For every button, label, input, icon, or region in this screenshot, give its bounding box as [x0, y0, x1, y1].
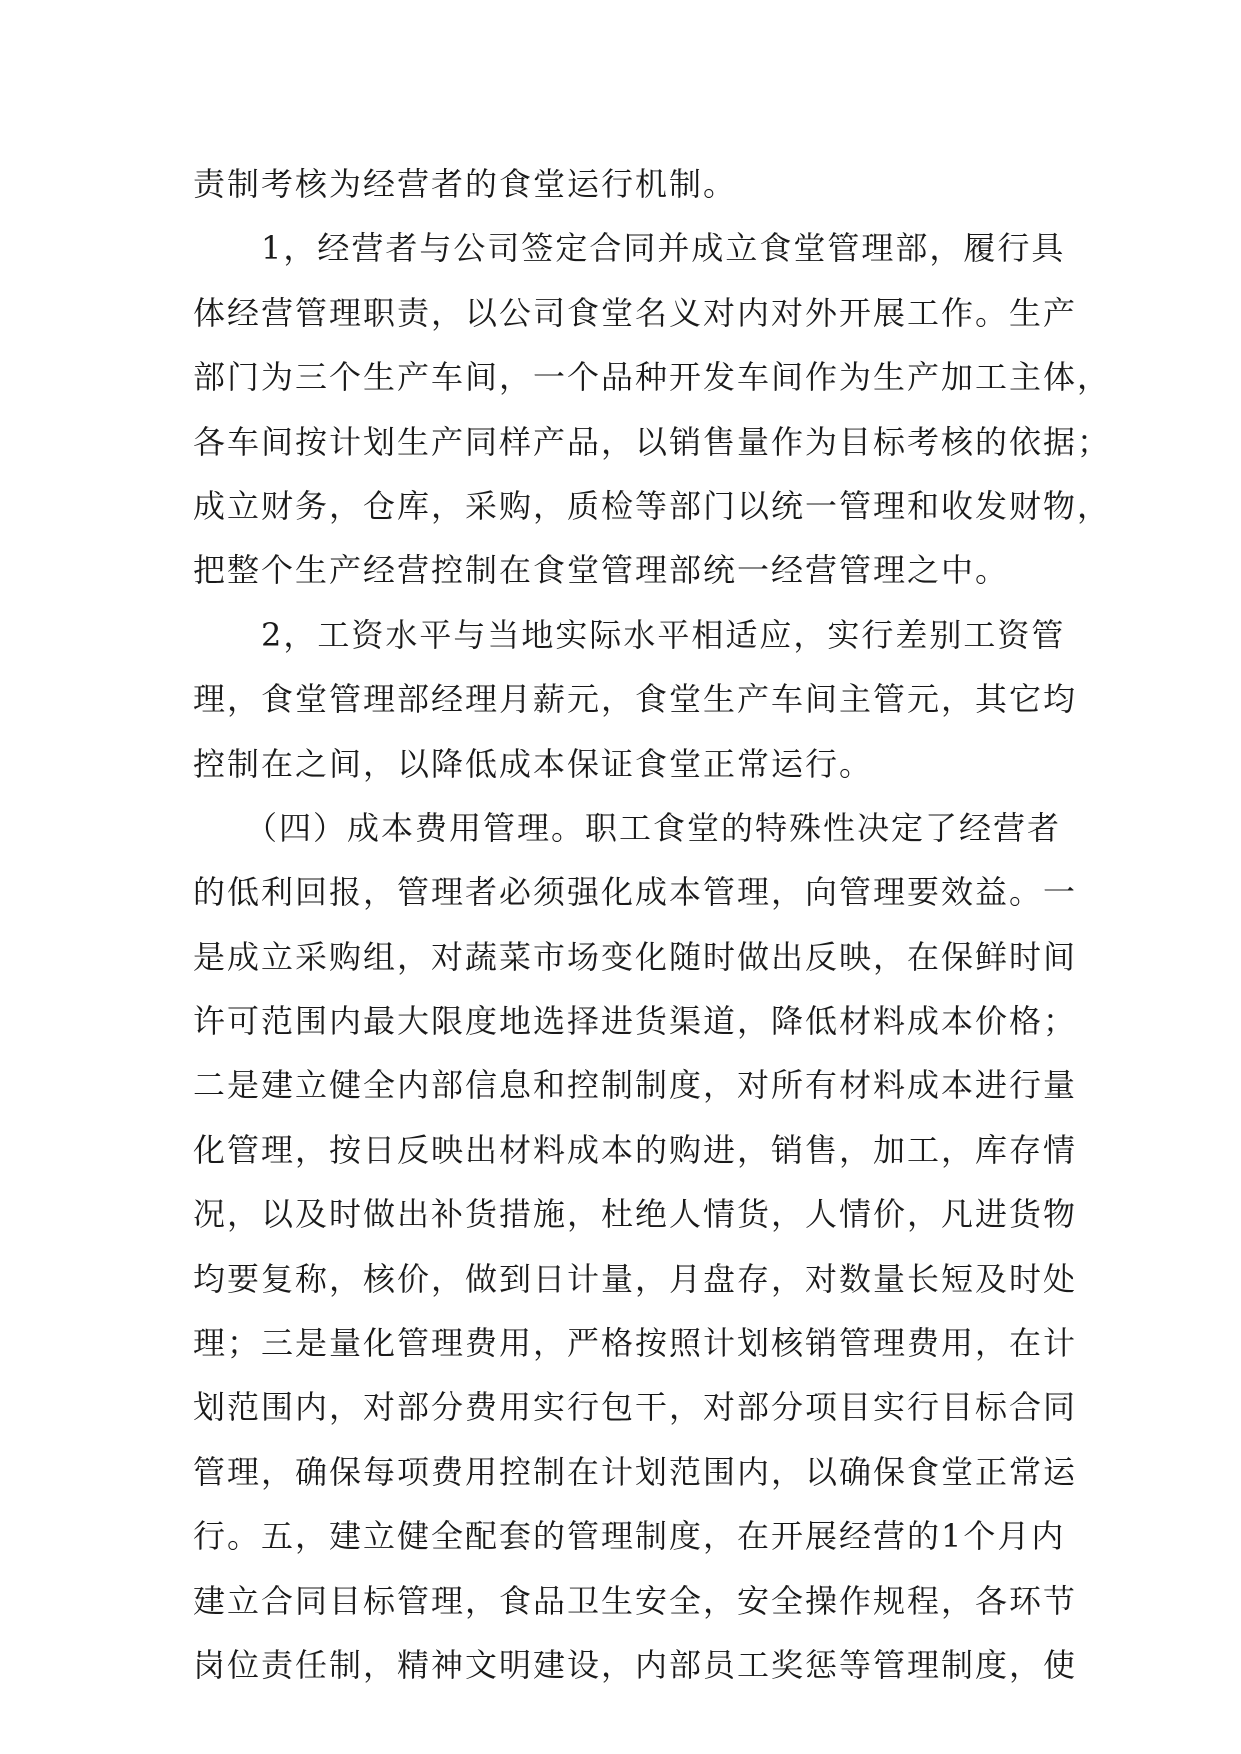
- text-line: 况，以及时做出补货措施，杜绝人情货，人情价，凡进货物: [193, 1195, 1078, 1234]
- text-line: 成立财务，仓库，采购，质检等部门以统一管理和收发财物，: [193, 486, 1112, 525]
- text-line: 理；三是量化管理费用，严格按照计划核销管理费用，在计: [193, 1324, 1078, 1363]
- text-line: （四）成本费用管理。职工食堂的特殊性决定了经营者: [193, 808, 1062, 847]
- text-line: 1，经营者与公司签定合同并成立食堂管理部，履行具: [193, 229, 1066, 268]
- text-line: 许可范围内最大限度地选择进货渠道，降低材料成本价格；: [193, 1002, 1078, 1041]
- text-line: 2，工资水平与当地实际水平相适应，实行差别工资管: [193, 615, 1066, 654]
- text-line: 责制考核为经营者的食堂运行机制。: [193, 165, 738, 203]
- body-text: [193, 152, 1112, 1697]
- text-line: 化管理，按日反映出材料成本的购进，销售，加工，库存情: [193, 1130, 1078, 1169]
- text-line: 是成立采购组，对蔬菜市场变化随时做出反映，在保鲜时间: [193, 937, 1078, 976]
- text-line: 体经营管理职责，以公司食堂名义对内对外开展工作。生产: [193, 293, 1078, 332]
- text-line: 建立合同目标管理，食品卫生安全，安全操作规程，各环节: [193, 1581, 1078, 1620]
- text-line: 把整个生产经营控制在食堂管理部统一经营管理之中。: [193, 551, 1010, 590]
- text-line: 岗位责任制，精神文明建设，内部员工奖惩等管理制度，使: [193, 1645, 1078, 1684]
- text-line: 部门为三个生产车间，一个品种开发车间作为生产加工主体，: [193, 358, 1112, 397]
- text-line: 的低利回报，管理者必须强化成本管理，向管理要效益。一: [193, 873, 1078, 912]
- text-line: 管理，确保每项费用控制在计划范围内，以确保食堂正常运: [193, 1452, 1078, 1491]
- text-line: 行。五，建立健全配套的管理制度，在开展经营的1个月内: [193, 1517, 1066, 1556]
- text-line: 二是建立健全内部信息和控制制度，对所有材料成本进行量: [193, 1066, 1078, 1105]
- text-line: 各车间按计划生产同样产品，以销售量作为目标考核的依据；: [193, 422, 1112, 461]
- text-line: 理，食堂管理部经理月薪元，食堂生产车间主管元，其它均: [193, 680, 1078, 719]
- text-line: 划范围内，对部分费用实行包干，对部分项目实行目标合同: [193, 1388, 1078, 1427]
- text-line: 均要复称，核价，做到日计量，月盘存，对数量长短及时处: [193, 1259, 1078, 1298]
- text-line: 控制在之间，以降低成本保证食堂正常运行。: [193, 744, 874, 783]
